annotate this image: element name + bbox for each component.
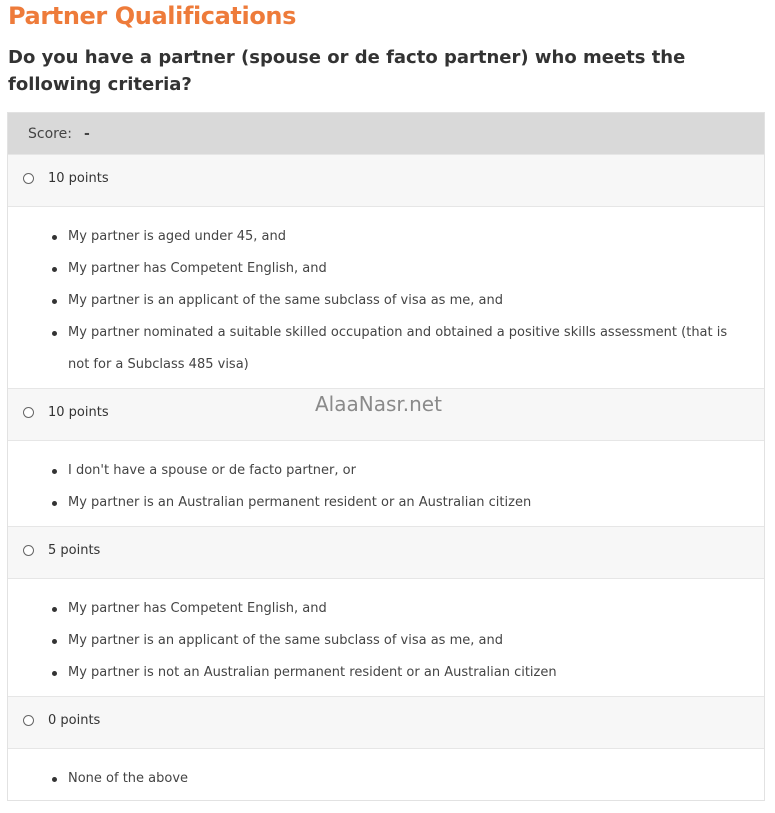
option-header[interactable] [8, 154, 764, 207]
option-header[interactable] [8, 696, 764, 749]
option-details [8, 579, 764, 689]
list-item: My partner is an applicant of the same subclass of visa as me, and [48, 625, 744, 657]
score-label: Score: [28, 125, 72, 142]
score-bar [8, 113, 764, 154]
question-text: Do you have a partner (spouse or de facto partner) who meets the following criteria? [8, 47, 686, 95]
option-header[interactable] [8, 526, 764, 579]
radio-button[interactable] [23, 173, 34, 184]
list-item: My partner is an applicant of the same subclass of visa as me, and [48, 285, 744, 317]
list-item: My partner is not an Australian permanent resident or an Australian citizen [48, 657, 744, 689]
score-value: - [83, 125, 90, 142]
radio-button[interactable] [23, 715, 34, 726]
list-item: My partner nominated a suitable skilled occupation and obtained a positive skills assessment (that is not for a Subclass 485 visa) [48, 317, 744, 381]
list-item: None of the above [48, 763, 744, 795]
list-item: My partner has Competent English, and [48, 253, 744, 285]
radio-button[interactable] [23, 545, 34, 556]
option-0-points [8, 696, 764, 795]
option-details [8, 749, 764, 795]
page-title: Partner Qualifications [8, 2, 296, 30]
option-5-points [8, 526, 764, 689]
option-label: 10 points [48, 171, 109, 186]
option-label: 10 points [48, 405, 109, 420]
option-details [8, 207, 764, 381]
option-label: 5 points [48, 543, 101, 558]
option-10-points-partner [8, 154, 764, 381]
option-label: 0 points [48, 713, 101, 728]
radio-button[interactable] [23, 407, 34, 418]
list-item: My partner has Competent English, and [48, 593, 744, 625]
list-item: I don't have a spouse or de facto partner, or [48, 455, 744, 487]
list-item: My partner is aged under 45, and [48, 221, 744, 253]
list-item: My partner is an Australian permanent resident or an Australian citizen [48, 487, 744, 519]
option-details [8, 441, 764, 519]
options-card [7, 112, 765, 801]
watermark: AlaaNasr.net [315, 392, 442, 416]
